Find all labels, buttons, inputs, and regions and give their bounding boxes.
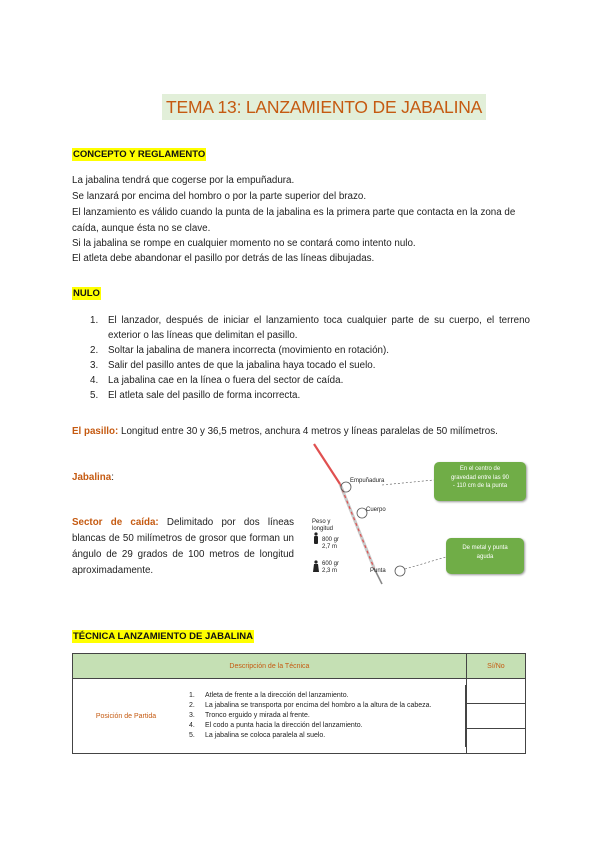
- concepto-line-5: Si la jabalina se rompe en cualquier momento no se contará como intento nulo.: [72, 238, 416, 249]
- pasillo-label: El pasillo:: [72, 426, 119, 437]
- nulo-item-num: 5.: [90, 390, 99, 401]
- nulo-item-text: Soltar la jabalina de manera incorrecta (movimiento en rotación).: [108, 345, 389, 356]
- technique-item-text: Tronco erguido y mirada al frente.: [205, 712, 310, 719]
- technique-item-num: 3.: [189, 712, 195, 719]
- jabalina-label: Jabalina: [72, 472, 112, 483]
- concepto-heading-wrap: [72, 144, 206, 162]
- jabalina-colon: :: [111, 472, 114, 483]
- technique-item: [189, 691, 459, 701]
- technique-item-num: 1.: [189, 692, 195, 699]
- technique-item-text: Atleta de frente a la dirección del lanzamiento.: [205, 692, 349, 699]
- nulo-item-num: 2.: [90, 345, 99, 356]
- description-cell-inner: [73, 685, 466, 747]
- technique-item-num: 2.: [189, 702, 195, 709]
- technique-list: [179, 685, 465, 747]
- nulo-item-num: 4.: [90, 375, 99, 386]
- nulo-item-text: El lanzador, después de iniciar el lanzamiento toca cualquier parte de su cuerpo, el terreno exterior o las líneas que delimitan el pasillo.: [108, 315, 530, 341]
- nulo-item-num: 3.: [90, 360, 99, 371]
- row-label: Posición de Partida: [95, 712, 157, 720]
- label-punta: Punta: [370, 568, 386, 574]
- description-cell: [73, 679, 467, 754]
- nulo-item-text: El atleta sale del pasillo de forma incorrecta.: [108, 390, 301, 401]
- nulo-item-num: 1.: [90, 315, 99, 326]
- technique-item-text: La jabalina se coloca paralela al suelo.: [205, 732, 326, 739]
- nulo-item: [90, 373, 530, 388]
- technique-item-num: 4.: [189, 722, 195, 729]
- sector-label: Sector de caída:: [72, 517, 159, 528]
- peso-title-line-2: longitud: [312, 526, 334, 532]
- sector-text: Delimitado por dos líneas blancas de 50 milímetros de grosor que forman un ángulo de 29 grados de 100 metros de longitud aproximadamente.: [72, 517, 294, 576]
- male-person-body: [314, 536, 318, 544]
- female-person-body: [313, 564, 319, 572]
- jabalina-paragraph: [72, 470, 114, 485]
- technique-item-num: 5.: [189, 732, 195, 739]
- nulo-heading: NULO: [73, 288, 100, 299]
- nulo-item: [90, 388, 530, 403]
- female-weight: 600 gr: [322, 561, 340, 567]
- callout-metal-line-2: aguda: [476, 553, 494, 560]
- person-icons: [313, 532, 319, 572]
- technique-item: [189, 701, 459, 711]
- concepto-line-6: El atleta debe abandonar el pasillo por detrás de las líneas dibujadas.: [72, 253, 375, 264]
- pasillo-paragraph: [72, 424, 498, 439]
- callout-gravity-center: [434, 462, 526, 501]
- nulo-item: [90, 358, 530, 373]
- female-spec: [322, 561, 339, 575]
- female-person-icon: [314, 560, 317, 563]
- male-length: 2,7 m: [322, 544, 338, 550]
- header-si-no: Sí/No: [466, 654, 525, 679]
- javelin-diagram: [300, 438, 540, 586]
- concepto-line-4: caída, aunque ésta no se clave.: [72, 223, 211, 234]
- label-cuerpo: Cuerpo: [366, 507, 386, 513]
- tip-marker: [395, 566, 405, 576]
- peso-title-line-1: Peso y: [312, 519, 331, 525]
- label-empunadura: Empuñadura: [350, 478, 385, 484]
- callout-metal-tip: [446, 538, 524, 574]
- technique-table: [72, 653, 526, 754]
- technique-item-text: La jabalina se transporta por encima del hombro a la altura de la cabeza.: [205, 702, 432, 709]
- callout-metal-line-1: De metal y punta: [462, 545, 508, 551]
- callout-gravity-line-1: En el centro de: [459, 466, 501, 472]
- si-no-cell: [466, 679, 525, 754]
- nulo-heading-wrap: [72, 283, 101, 301]
- pasillo-text: Longitud entre 30 y 36,5 metros, anchura 4 metros y líneas paralelas de 50 milímetros.: [118, 426, 498, 437]
- technique-item: [189, 731, 459, 741]
- si-no-box-3[interactable]: [467, 729, 525, 753]
- nulo-list: [90, 313, 530, 403]
- peso-title: [312, 519, 333, 533]
- page-title: TEMA 13: LANZAMIENTO DE JABALINA: [162, 94, 486, 120]
- nulo-item: [90, 343, 530, 358]
- nulo-item-text: Salir del pasillo antes de que la jabalina haya tocado el suelo.: [108, 360, 376, 371]
- concepto-heading: CONCEPTO Y REGLAMENTO: [73, 149, 206, 160]
- header-description: Descripción de la Técnica: [73, 654, 467, 679]
- concepto-line-1: La jabalina tendrá que cogerse por la empuñadura.: [72, 175, 295, 186]
- concepto-line-3: El lanzamiento es válido cuando la punta de la jabalina es la primera parte que contacta en la zona de: [72, 207, 516, 218]
- column-divider: [465, 685, 466, 747]
- tecnica-heading: TÉCNICA LANZAMIENTO DE JABALINA: [73, 631, 253, 642]
- si-no-box-2[interactable]: [467, 704, 525, 729]
- female-length: 2,3 m: [322, 568, 338, 574]
- sector-paragraph: [72, 515, 294, 579]
- grip-connector: [382, 480, 434, 485]
- javelin-tail: [314, 444, 340, 484]
- callout-gravity-line-2: gravedad entre las 90: [450, 474, 510, 481]
- technique-item: [189, 711, 459, 721]
- callout-gravity-line-3: - 110 cm de la punta: [452, 483, 508, 489]
- table-header-row: [73, 654, 526, 679]
- tip-connector: [405, 557, 446, 569]
- table-row: [73, 679, 526, 754]
- male-weight: 800 gr: [322, 537, 340, 543]
- technique-item-text: El codo a punta hacia la dirección del lanzamiento.: [205, 722, 363, 729]
- nulo-item-text: La jabalina cae en la línea o fuera del sector de caída.: [108, 375, 344, 386]
- nulo-item: [90, 313, 530, 343]
- concepto-line-2: Se lanzará por encima del hombro o por la parte superior del brazo.: [72, 191, 367, 202]
- tecnica-heading-wrap: [72, 626, 254, 644]
- male-spec: [322, 537, 339, 551]
- technique-item: [189, 721, 459, 731]
- si-no-box-1[interactable]: [467, 679, 525, 704]
